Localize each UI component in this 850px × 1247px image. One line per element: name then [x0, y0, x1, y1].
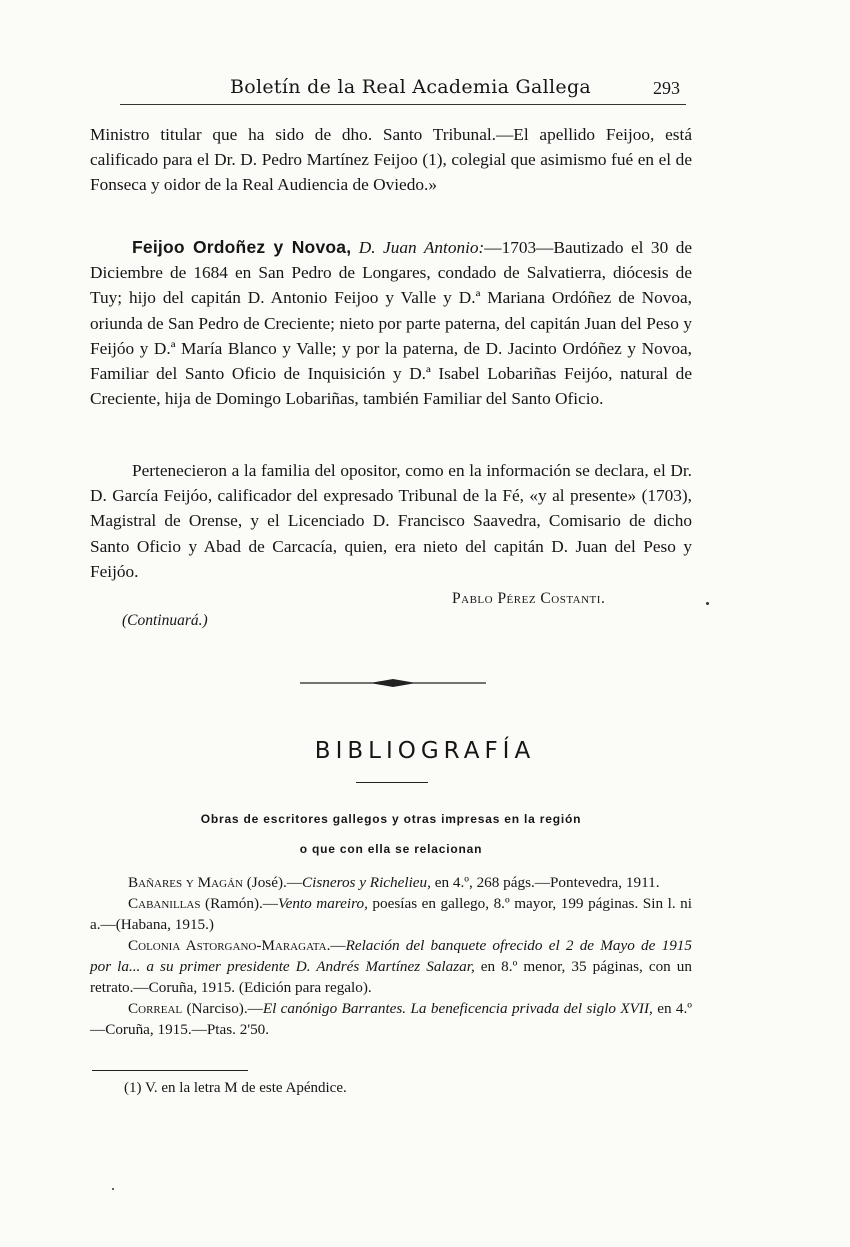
paragraph-family: Pertenecieron a la familia del opositor, como en la información se declara, el Dr. D. García Feijóo, calificador del expresado Tribunal de la Fé, «y al presente» (1703), Magistral de Orense, y el Licenciado D. Francisco Saavedra, Comisario de dicho Santo Oficio y Abad de Carcacía, quien, era nieto del capitán D. Juan del Peso y Feijóo.: [90, 461, 692, 581]
entry-details: poesías en gallego, 8.º mayor, 199 páginas. Sin l. ni a.—(Habana, 1915.): [90, 895, 692, 933]
author-signature: Pablo Pérez Costanti.: [452, 590, 606, 607]
bibliography-entry: [90, 935, 692, 998]
entry-author: Bañares y Magán: [128, 874, 243, 891]
section-rule: [356, 782, 428, 783]
footnote-marker: (1): [124, 1080, 142, 1096]
section-ornament: [300, 676, 486, 690]
entry-author-rest: (Ramón).—: [200, 895, 278, 912]
entry-title: Vento mareiro,: [277, 895, 368, 912]
entry-author-rest: (José).—: [242, 874, 303, 891]
entry-author-rest: (Narciso).—: [182, 1000, 263, 1017]
header-rule: [120, 104, 686, 105]
section-title: BIBLIOGRAFÍA: [314, 738, 536, 764]
entry-details: en 8.º menor, 35 páginas, con un retrato.—Coruña, 1915. (Edición para regalo).: [90, 958, 692, 996]
entry-text: —1703—Bautizado el 30 de Diciembre de 1684 en San Pedro de Longares, condado de Salvatierra, diócesis de Tuy; hijo del capitán D. Antonio Feijoo y Valle y D.ª Mariana Ordóñez de Novoa, oriunda de San Pedro de Creciente; nieto por parte paterna, del capitán Juan del Peso y Feijóo y D.ª María Blanco y Valle; y por la paterna, de D. Jacinto Ordóñez y Novoa, Familiar del Santo Oficio de Inquisición y D.ª Isabel Lobariñas Feijóo, natural de Creciente, hija de Domingo Lobariñas, también Familiar del Santo Oficio.: [90, 238, 693, 409]
bibliography-list: [90, 872, 692, 1040]
entry-details: en 4.º, 268 págs.—Pontevedra, 1911.: [430, 874, 660, 891]
bibliography-entry: [90, 872, 692, 893]
entry-given-name: D. Juan Antonio:: [358, 238, 485, 257]
paragraph-continuation: Ministro titular que ha sido de dho. Santo Tribunal.—El apellido Feijoo, está calificado para el Dr. D. Pedro Martínez Feijoo (1), colegial que asimismo fué en el de Fonseca y oidor de la Real Audiencia de Oviedo.»: [90, 125, 692, 195]
entry-author: Colonia Astorgano-Maragata.: [128, 937, 331, 954]
bibliography-entry: [90, 893, 692, 935]
entry-author: Cabanillas: [128, 895, 201, 912]
footnote: [124, 1080, 347, 1097]
ink-speck: [112, 1188, 114, 1190]
running-header: [120, 72, 686, 102]
entry-author: Correal: [128, 1000, 183, 1017]
section-subtitle-line1: Obras de escritores gallegos y otras impresas en la región: [200, 812, 582, 826]
journal-title: Boletín de la Real Academia Gallega: [230, 76, 592, 98]
footnote-text: V. en la letra M de este Apéndice.: [144, 1080, 347, 1096]
bibliography-entry: [90, 998, 692, 1040]
continuation-note: (Continuará.): [122, 612, 208, 629]
section-subtitle-line2: o que con ella se relacionan: [299, 842, 483, 856]
entry-title: El canónigo Barrantes. La beneficencia privada del siglo XVII,: [262, 1000, 653, 1017]
entry-title: Cisneros y Richelieu,: [302, 874, 431, 891]
entry-author-rest: —: [330, 937, 346, 954]
page-number: 293: [653, 78, 680, 98]
footnote-rule: [92, 1070, 248, 1071]
entry-name: Feijoo Ordoñez y Novoa,: [132, 237, 352, 257]
ink-speck: [706, 602, 709, 605]
entry-feijoo-ordonez: [90, 235, 692, 411]
entry-details: en 4.º—Coruña, 1915.—Ptas. 2'50.: [90, 1000, 692, 1038]
entry-title: Relación del banquete ofrecido el 2 de Mayo de 1915 por la... a su primer presidente D. Andrés Martínez Salazar,: [90, 937, 692, 975]
